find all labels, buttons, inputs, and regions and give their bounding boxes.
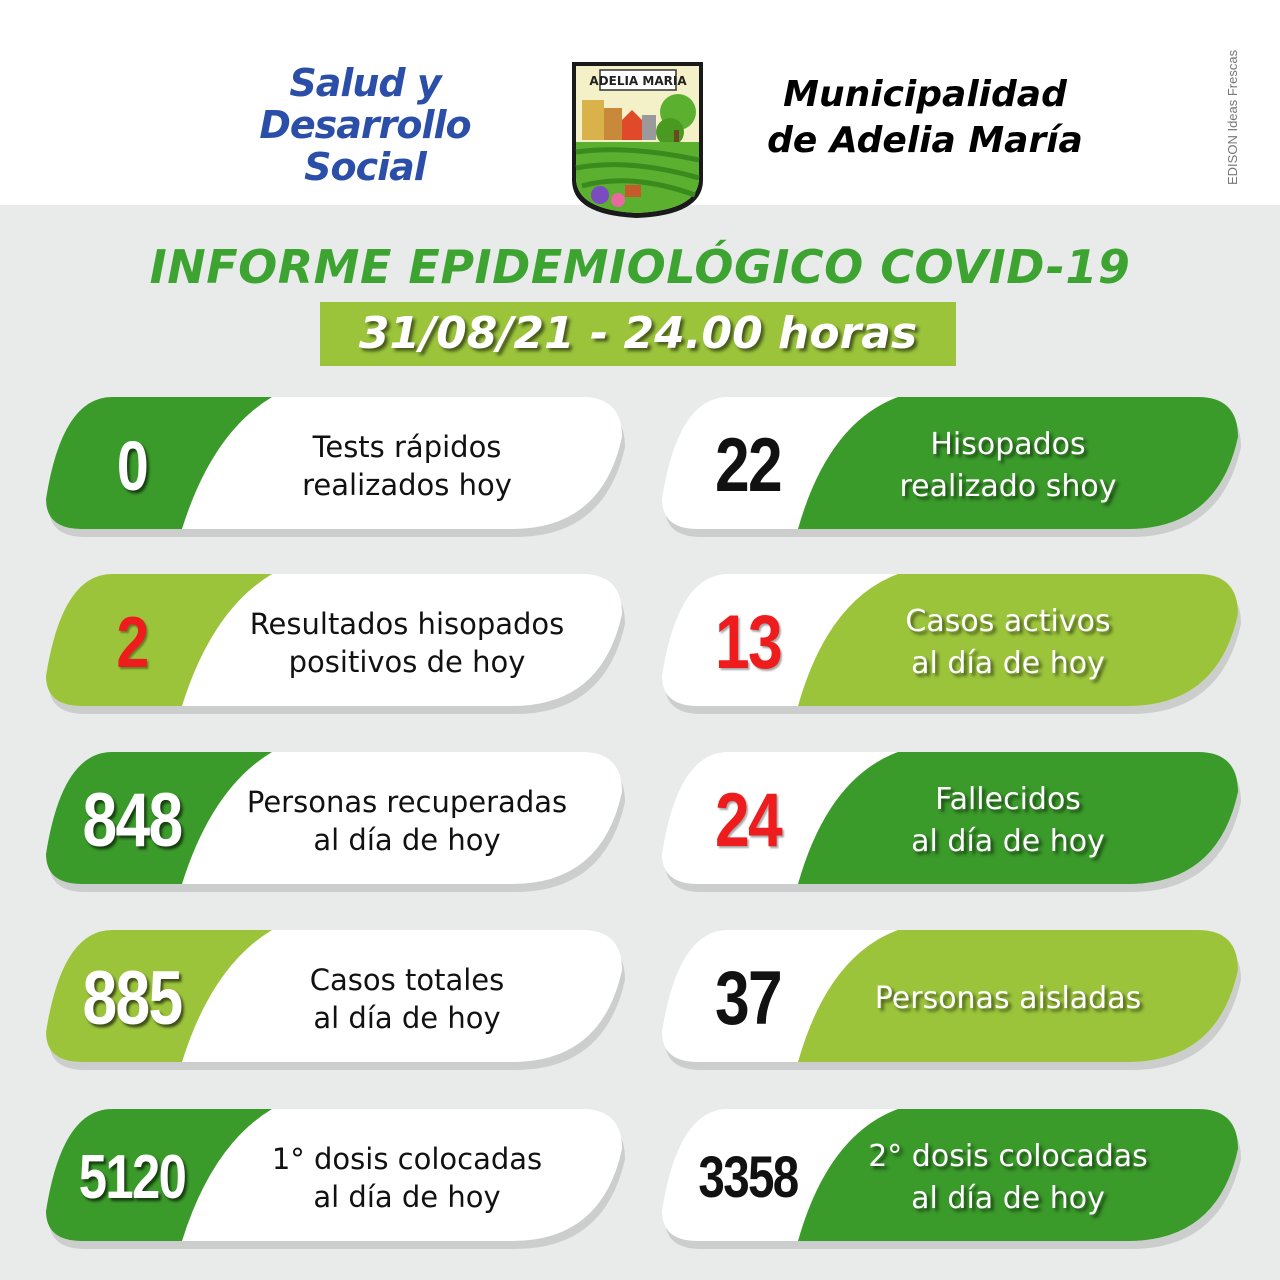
stat-value: 37 [714,956,782,1041]
stat-label-line: al día de hoy [313,1000,501,1035]
stat-label-line: Personas aisladas [874,980,1142,1016]
stat-value: 13 [714,600,782,685]
header-banner [0,0,1280,205]
stat-label-line: Casos totales [309,962,505,997]
stat-label [212,926,602,1071]
stat-card-activos [658,570,1248,715]
salud-logo-text: Salud y Desarrollo Social [259,61,471,189]
stat-label-line: Hisopados [930,426,1086,462]
stat-label-line: Fallecidos [935,781,1081,817]
design-credit: EDISON Ideas Frescas [1225,49,1240,185]
stat-card-positivos [42,570,632,715]
stat-value: 3358 [698,1145,798,1210]
stat-card-aisladas [658,926,1248,1071]
stat-card-tests-rapidos [42,393,632,538]
stat-label-line: 2° dosis colocadas [868,1138,1148,1174]
stat-label-line: realizados hoy [302,467,512,502]
municipal-coat-of-arms [570,60,705,220]
stat-label-line: Resultados hisopados [249,606,565,641]
stat-value: 848 [82,778,182,863]
stat-value: 22 [714,423,782,508]
stat-label-line: al día de hoy [911,823,1105,859]
stat-label-line: 1° dosis colocadas [271,1141,543,1176]
stat-label [808,748,1208,893]
stat-label [808,926,1208,1071]
stat-label-line: al día de hoy [911,645,1105,681]
stat-card-totales [42,926,632,1071]
stat-card-dosis1 [42,1105,632,1250]
stat-value: 5120 [78,1143,186,1212]
stat-label-line: al día de hoy [313,822,501,857]
stat-label-line: realizado shoy [899,468,1117,504]
report-date-band [320,302,956,366]
stat-value: 24 [714,778,782,863]
stat-label [212,570,602,715]
stat-label-line: al día de hoy [911,1180,1105,1216]
stat-label [212,1105,602,1250]
stat-value: 0 [116,426,148,505]
stat-card-dosis2 [658,1105,1248,1250]
municipality-name: Municipalidad de Adelia María [767,74,1083,161]
stat-label-line: Tests rápidos [312,429,502,464]
stat-label-line: Casos activos [905,603,1111,639]
stat-label-line: al día de hoy [313,1179,501,1214]
stat-label [808,393,1208,538]
stat-card-recuperadas [42,748,632,893]
stat-label [808,570,1208,715]
stat-label-line: positivos de hoy [288,644,526,679]
stat-label-line: Personas recuperadas [246,784,568,819]
report-date: 31/08/21 - 24.00 horas [358,308,918,359]
stat-value: 2 [116,602,148,683]
stat-label [212,748,602,893]
stat-value: 885 [82,956,182,1041]
stat-card-fallecidos [658,748,1248,893]
report-title: INFORME EPIDEMIOLÓGICO COVID-19 [149,240,1131,294]
stat-card-hisopados [658,393,1248,538]
stat-label [808,1105,1208,1250]
stat-label [212,393,602,538]
logo-label: ADELIA MARIA [589,74,687,88]
